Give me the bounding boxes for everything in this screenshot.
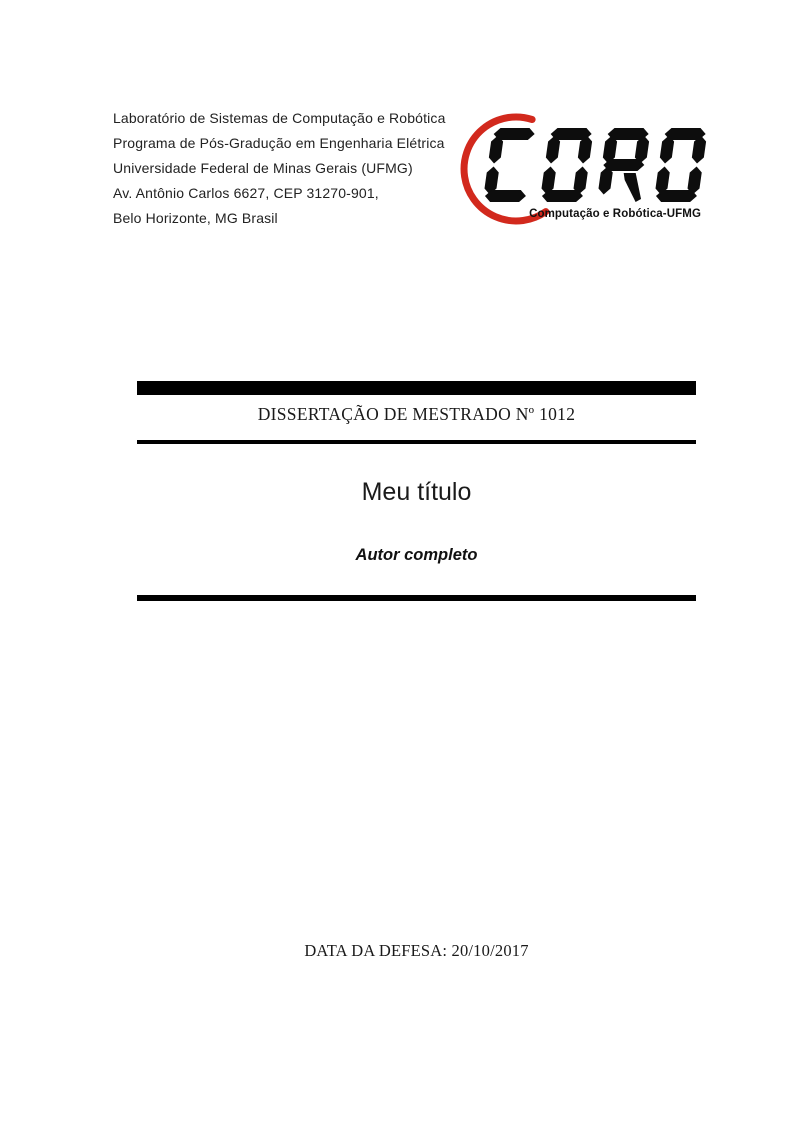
address-line: Universidade Federal de Minas Gerais (UFMG) <box>113 160 413 176</box>
rule-mid <box>137 595 696 601</box>
segment-letter-r <box>597 128 651 202</box>
lab-address-block <box>113 106 446 231</box>
rule-heading-bottom <box>137 440 696 444</box>
defense-date: DATA DA DEFESA: 20/10/2017 <box>304 941 529 960</box>
coro-logo <box>455 110 711 225</box>
rule-top-thick <box>137 381 696 395</box>
segment-letter-o1 <box>540 128 594 202</box>
coro-logo-graphic <box>455 110 711 225</box>
logo-subtitle: Computação e Robótica-UFMG <box>529 208 701 220</box>
coro-lettermark <box>483 128 708 202</box>
thesis-title: Meu título <box>361 478 472 506</box>
dissertation-heading: DISSERTAÇÃO DE MESTRADO Nº 1012 <box>257 404 576 424</box>
address-line: Belo Horizonte, MG Brasil <box>113 210 278 226</box>
segment-letter-c <box>483 128 536 202</box>
address-line: Av. Antônio Carlos 6627, CEP 31270-901, <box>113 185 379 201</box>
address-line: Programa de Pós-Gradução em Engenharia Elétrica <box>113 135 445 151</box>
segment-letter-o2 <box>654 128 708 202</box>
thesis-author: Autor completo <box>355 546 478 564</box>
address-line: Laboratório de Sistemas de Computação e Robótica <box>113 110 446 126</box>
